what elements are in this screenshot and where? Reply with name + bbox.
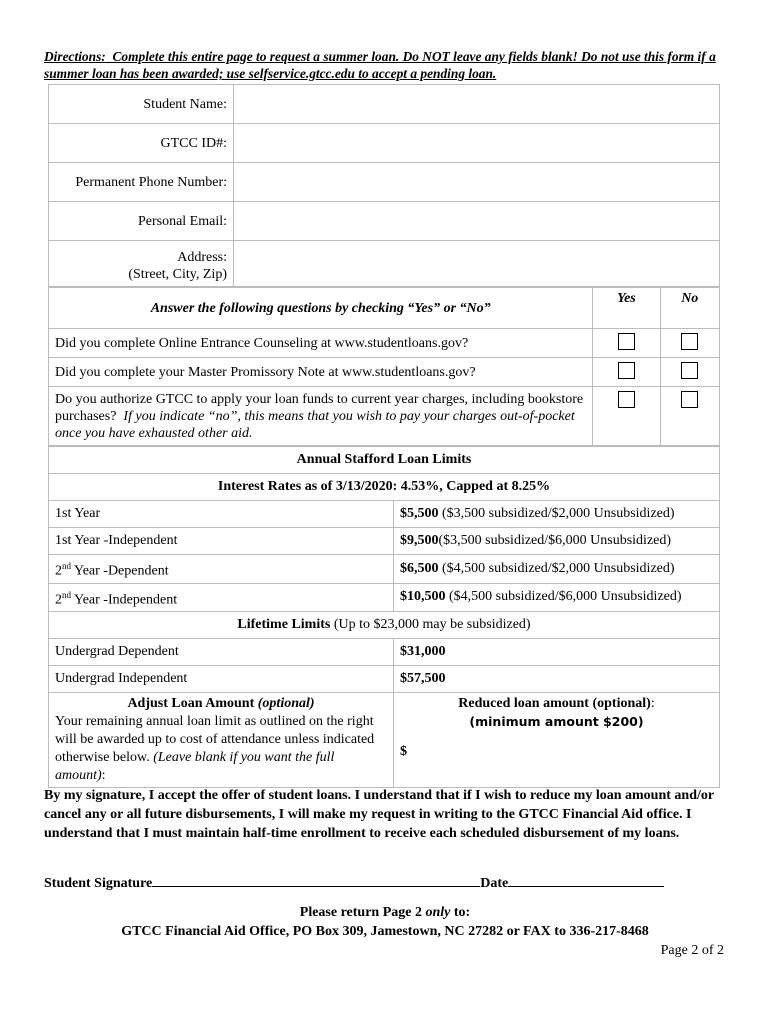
dollar-sign: $ <box>400 744 407 760</box>
q1-no-checkbox[interactable] <box>681 333 698 350</box>
limit-amount: $9,500 <box>400 533 439 548</box>
year-label <box>49 583 394 612</box>
return-address: GTCC Financial Aid Office, PO Box 309, Jamestown, NC 27282 or FAX to 336-217-8468 <box>121 924 649 939</box>
yes-header: Yes <box>593 288 660 329</box>
year-type: Year -Dependent <box>71 563 169 579</box>
adjust-body: Your remaining annual loan limit as outlined on the right will be awarded up to cost of attendance unless indicated otherwise below. <box>55 714 375 766</box>
lifetime-type: Undergrad Dependent <box>49 639 394 666</box>
lifetime-note: (Up to $23,000 may be subsidized) <box>330 617 531 633</box>
lifetime-type: Undergrad Independent <box>49 666 394 693</box>
adjust-loan-cell <box>49 693 394 788</box>
reduced-colon: : <box>650 696 655 712</box>
year-type: Year -Independent <box>71 592 178 608</box>
year-suffix: nd <box>62 561 71 571</box>
year-limit <box>394 501 720 528</box>
limit-amount: $6,500 <box>400 560 439 576</box>
adjust-colon: : <box>101 768 106 784</box>
phone-label: Permanent Phone Number: <box>49 163 234 202</box>
gtcc-id-label: GTCC ID#: <box>49 124 234 163</box>
question-authorize-charges <box>49 387 593 446</box>
address-label-line1: Address: <box>177 250 227 265</box>
q2-yes-checkbox[interactable] <box>618 362 635 379</box>
q3-no-checkbox[interactable] <box>681 391 698 408</box>
gtcc-id-field[interactable] <box>234 124 720 163</box>
year-limit <box>394 583 720 612</box>
signature-line <box>44 872 734 892</box>
yes-cell-1 <box>593 329 660 358</box>
student-signature-field[interactable] <box>152 872 480 887</box>
loan-limits-table <box>48 446 720 788</box>
directions-label: Directions: <box>44 49 106 64</box>
page-number: Page 2 of 2 <box>660 943 724 958</box>
phone-field[interactable] <box>234 163 720 202</box>
directions-text: Complete this entire page to request a summer loan. Do NOT leave any fields blank! Do not use this form if a summer loan has been awarded; use selfservice.gtcc.edu to accept a pending loan. <box>44 49 716 81</box>
table-row <box>49 583 720 612</box>
year-limit <box>394 528 720 555</box>
lifetime-value: $57,500 <box>400 671 446 687</box>
email-field[interactable] <box>234 202 720 241</box>
year-num: 2 <box>55 563 62 579</box>
address-label <box>49 241 234 287</box>
limit-detail: ($4,500 subsidized/$6,000 Unsubsidized) <box>445 589 682 605</box>
date-label: Date <box>480 876 509 891</box>
q3-italic-note: If you indicate “no”, this means that you wish to pay your charges out-of-pocket once you have exhausted other aid. <box>55 408 575 441</box>
year-limit <box>394 555 720 584</box>
reduced-loan-cell[interactable] <box>394 693 720 788</box>
address-field[interactable] <box>234 241 720 287</box>
question-entrance-counseling: Did you complete Online Entrance Counseling at www.studentloans.gov? <box>49 329 593 358</box>
table-row <box>49 501 720 528</box>
limit-detail: ($3,500 subsidized/$6,000 Unsubsidized) <box>438 533 672 548</box>
year-label <box>49 555 394 584</box>
reduced-loan-minimum <box>400 713 713 732</box>
reduced-title-text: Reduced loan amount (optional) <box>458 696 651 712</box>
limit-detail: ($3,500 subsidized/$2,000 Unsubsidized) <box>438 506 675 521</box>
lifetime-label: Lifetime Limits <box>237 617 331 633</box>
year-label: 1st Year -Independent <box>49 528 394 555</box>
q2-no-checkbox[interactable] <box>681 362 698 379</box>
return-post: to: <box>450 905 471 920</box>
no-cell-3 <box>660 387 719 446</box>
signature-statement: By my signature, I accept the offer of student loans. I understand that if I wish to reduce my loan amount and/or cancel any or all future disbursements, I will make my request in writing to the GTCC Financial Aid office. I understand that I must maintain half-time enrollment to receive each scheduled disbursement of my loans. <box>44 788 714 841</box>
question-master-promissory-note: Did you complete your Master Promissory Note at www.studentloans.gov? <box>49 358 593 387</box>
no-cell-1 <box>660 329 719 358</box>
year-num: 2 <box>55 592 62 608</box>
no-cell-2 <box>660 358 719 387</box>
limit-detail: ($4,500 subsidized/$2,000 Unsubsidized) <box>438 560 675 576</box>
lifetime-value: $31,000 <box>400 644 446 660</box>
limits-title: Annual Stafford Loan Limits <box>49 447 720 474</box>
date-field[interactable] <box>508 872 664 887</box>
table-row <box>49 528 720 555</box>
q1-yes-checkbox[interactable] <box>618 333 635 350</box>
yes-cell-2 <box>593 358 660 387</box>
student-signature-label: Student Signature <box>44 876 153 891</box>
lifetime-amount <box>394 639 720 666</box>
no-header: No <box>660 288 719 329</box>
email-label: Personal Email: <box>49 202 234 241</box>
interest-rates: Interest Rates as of 3/13/2020: 4.53%, Capped at 8.25% <box>49 474 720 501</box>
adjust-loan-title <box>55 695 387 713</box>
return-only: only <box>425 905 451 920</box>
adjust-optional: (optional) <box>254 696 315 712</box>
year-label: 1st Year <box>49 501 394 528</box>
yes-cell-3 <box>593 387 660 446</box>
address-label-line2: (Street, City, Zip) <box>128 267 227 282</box>
limit-amount: $10,500 <box>400 589 446 605</box>
return-pre: Please return Page 2 <box>299 905 426 920</box>
lifetime-limits <box>49 612 720 639</box>
table-row <box>49 639 720 666</box>
student-name-label: Student Name: <box>49 85 234 124</box>
lifetime-amount <box>394 666 720 693</box>
table-row <box>49 666 720 693</box>
adjust-loan-text <box>55 713 387 785</box>
questions-table <box>48 287 720 446</box>
adjust-italic: (Leave blank if you want the full amount) <box>55 750 335 784</box>
limit-amount: $5,500 <box>400 506 439 521</box>
adjust-title-text: Adjust Loan Amount <box>127 696 255 712</box>
student-name-field[interactable] <box>234 85 720 124</box>
questions-header: Answer the following questions by checking “Yes” or “No” <box>49 288 593 329</box>
student-info-table <box>48 84 720 287</box>
return-instruction <box>0 905 770 921</box>
q3-text: Do you authorize GTCC to apply your loan funds to current year charges, including bookstore purchases? <box>55 391 584 424</box>
table-row <box>49 555 720 584</box>
minimum-amount: (minimum amount $200) <box>469 714 644 730</box>
year-suffix: nd <box>62 589 71 600</box>
directions <box>44 48 734 82</box>
reduced-loan-title <box>400 695 713 713</box>
q3-yes-checkbox[interactable] <box>618 391 635 408</box>
